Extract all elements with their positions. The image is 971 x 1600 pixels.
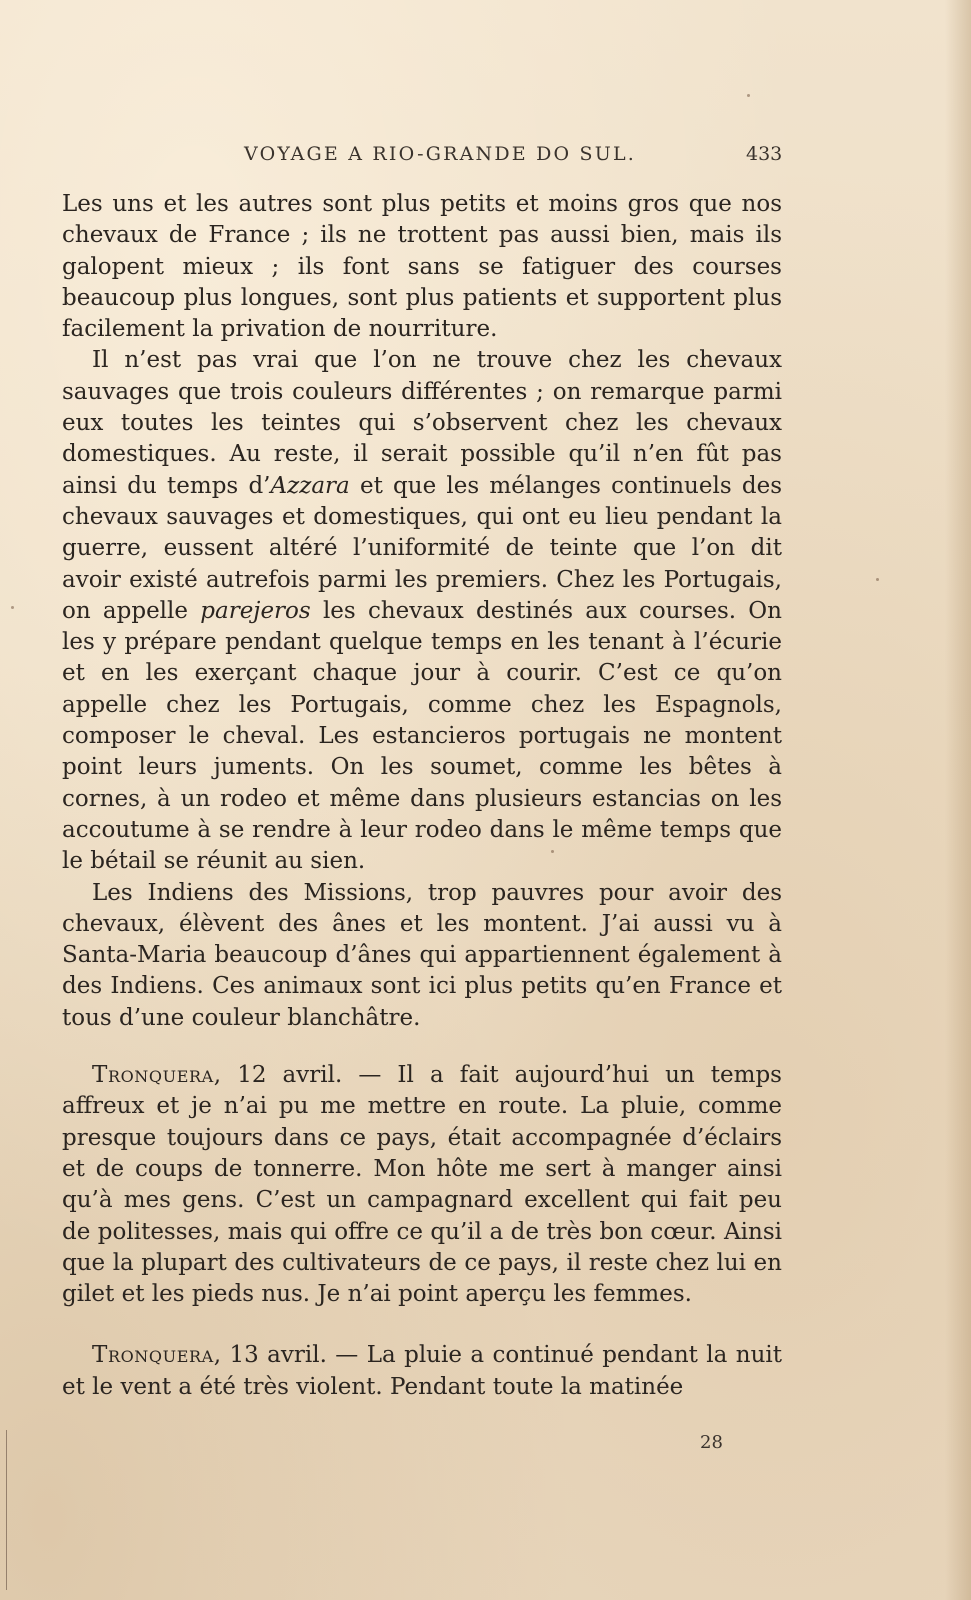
paragraph-horses-comparison: Les uns et les autres sont plus petits et moins gros que nos chevaux de France ; ils ne trottent pas aussi bien, mais ils galopent mieux ; ils font sans se fatiguer des courses beaucoup plus longues, sont plus patients et supportent plus facilement la privation de nourriture. bbox=[62, 191, 782, 343]
italic-parejeros: parejeros bbox=[200, 597, 311, 624]
running-title: VOYAGE A RIO-GRANDE DO SUL. bbox=[244, 143, 637, 165]
paragraph-wild-horses bbox=[62, 345, 782, 877]
entry-place: Tronquera bbox=[92, 1062, 214, 1089]
page-number: 433 bbox=[746, 143, 783, 165]
entry-date: , 13 avril. bbox=[213, 1342, 327, 1369]
signature-mark: 28 bbox=[700, 1432, 723, 1453]
margin-line bbox=[6, 1430, 7, 1590]
entry-place: Tronquera bbox=[92, 1342, 214, 1369]
diary-entry-12-avril bbox=[62, 1060, 782, 1310]
entry-date: , 12 avril. bbox=[213, 1062, 343, 1089]
page-edge-shadow bbox=[945, 0, 971, 1600]
entry-text: — Il a fait aujourd’hui un temps affreux et je n’ai pu me mettre en route. La pluie, comme presque toujours dans ce pays, était accompagnée d’éclairs et de coups de tonnerre. Mon hôte me sert à manger ainsi qu’à mes gens. C’est un campagnard excellent qui fait peu de politesses, mais qui offre ce qu’il a de très bon cœur. Ainsi que la plupart des cultivateurs de ce pays, il reste chez lui en gilet et les pieds nus. Je n’ai point aperçu les femmes. bbox=[62, 1062, 782, 1308]
paper-speck bbox=[876, 578, 879, 581]
italic-azzara: Azzara bbox=[270, 472, 350, 499]
paper-speck bbox=[11, 606, 14, 609]
diary-entry-13-avril bbox=[62, 1340, 782, 1403]
running-head bbox=[0, 143, 971, 169]
paragraph-indians-donkeys: Les Indiens des Missions, trop pauvres pour avoir des chevaux, élèvent des ânes et les montent. J’ai aussi vu à Santa-Maria beaucoup d’ânes qui appartiennent également à des Indiens. Ces animaux sont ici plus petits qu’en France et tous d’une couleur blanchâtre. bbox=[62, 879, 782, 1031]
text-run: et que les mélanges continuels des chevaux sauvages et domestiques, qui ont eu lieu pendant la guerre, eussent altéré l’uniformité de teinte que l’on dit avoir existé autrefois parmi les premiers. Chez les Portugais, on appelle bbox=[62, 472, 782, 624]
paper-speck bbox=[747, 94, 750, 97]
text-run: les chevaux destinés aux courses. On les y prépare pendant quelque temps en les tenant à l’écurie et en les exerçant chaque jour à courir. C’est ce qu’on appelle chez les Portugais, comme chez les Espagnols, composer le cheval. Les estancieros portugais ne montent point leurs juments. On les soumet, comme les bêtes à cornes, à un rodeo et même dans plusieurs estancias on les accoutume à se rendre à leur rodeo dans le même temps que le bétail se réunit au sien. bbox=[62, 597, 782, 875]
body-text bbox=[62, 189, 782, 1403]
text-run: Il n’est pas vrai que l’on ne trouve chez les chevaux sauvages que trois couleurs différentes ; on remarque parmi eux toutes les teintes qui s’observent chez les chevaux domestiques. Au reste, il serait possible qu’il n’en fût pas ainsi du temps d’ bbox=[62, 347, 782, 499]
entry-text: — La pluie a continué pendant la nuit et le vent a été très violent. Pendant toute la matinée bbox=[62, 1342, 782, 1400]
